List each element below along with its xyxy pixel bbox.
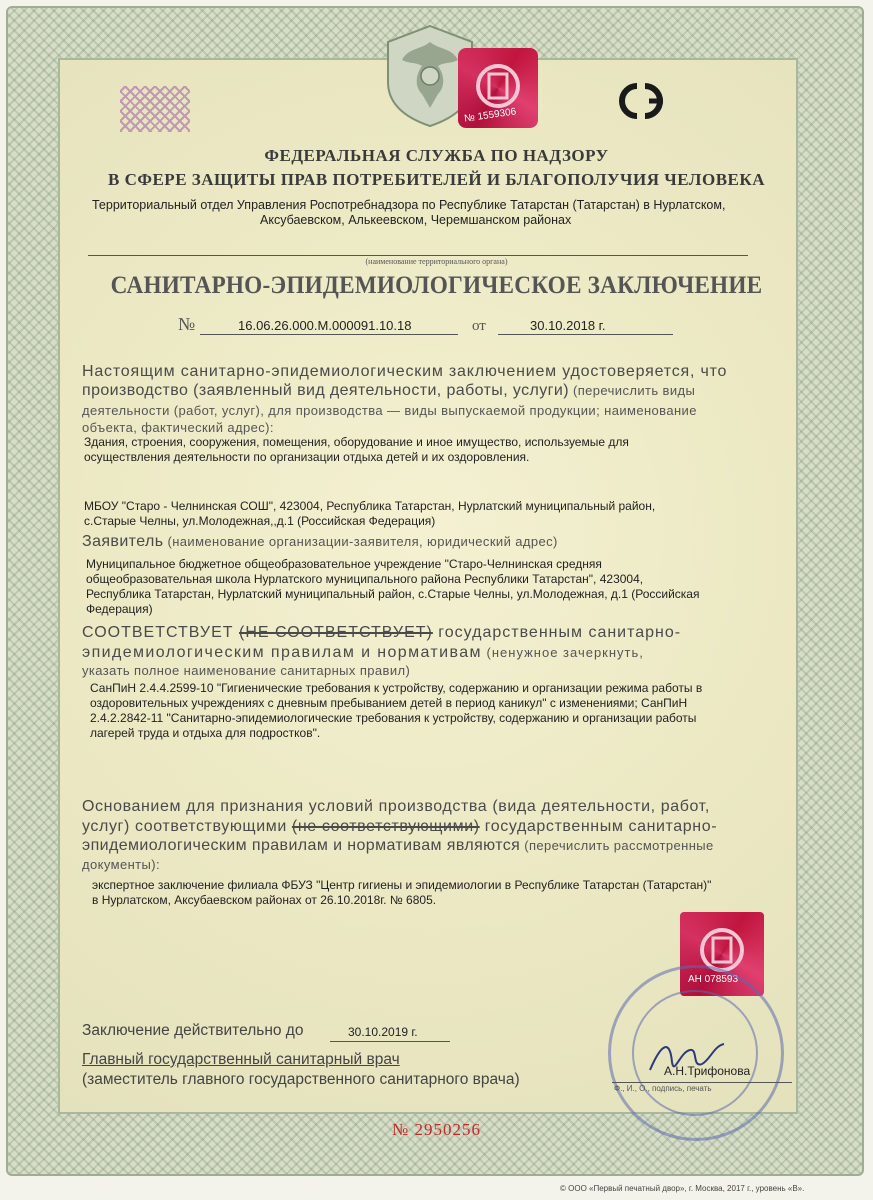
organ-underline [88,255,748,256]
signatory-position-alt: (заместитель главного государственного санитарного врача) [82,1071,520,1088]
organ-caption: (наименование территориального органа) [365,257,508,266]
rules-line4: лагерей труда и отдыха для подростков". [90,726,321,740]
activity-line2: осуществления деятельности по организации отдыха детей и их оздоровления. [84,450,530,464]
se-mark [605,80,677,122]
intro-line2-note: (перечислить виды [568,383,696,398]
signatory-caption: Ф., И., О., подпись, печать [614,1084,712,1093]
rules-line2: оздоровительных учреждениях с дневным пребыванием детей в период каникул" с изменениями; СанПиН [90,696,688,710]
applicant-heading [82,532,558,551]
signatory-position: Главный государственный санитарный врач [82,1051,400,1068]
basis-doc-line1: экспертное заключение филиала ФБУЗ "Центр гигиены и эпидемиологии в Республике Татарстан (Татарстан)" [92,878,712,892]
conclusion-date: 30.10.2018 г. [530,318,606,333]
number-prefix: № [178,314,196,334]
basis-line3 [82,836,714,855]
hologram-code-bottom: АН 078593 [688,974,739,985]
document-title: САНИТАРНО-ЭПИДЕМИОЛОГИЧЕСКОЕ ЗАКЛЮЧЕНИЕ [110,272,763,299]
not-complies-word: (НЕ СООТВЕТСТВУЕТ) [238,624,433,641]
ornament-pattern [120,86,190,132]
applicant-line4: Федерация) [86,602,153,616]
applicant-line1: Муниципальное бюджетное общеобразовательное учреждение "Старо-Челнинская средняя [86,557,602,571]
compliance-line2-main: эпидемиологическим правилам и нормативам [82,644,482,661]
agency-title-line2: В СФЕРЕ ЗАЩИТЫ ПРАВ ПОТРЕБИТЕЛЕЙ И БЛАГОПОЛУЧИЯ ЧЕЛОВЕКА [108,170,765,189]
basis-line2 [82,817,717,836]
hologram-sticker-top [458,48,538,128]
applicant-line3: Республика Татарстан, Нурлатский муниципальный район, с.Старые Челны, ул.Молодежная, д.1 (Российская [86,587,700,601]
basis-line2-a: услуг) соответствующими [82,818,292,835]
basis-line2-struck: (не соответствующими) [291,818,480,835]
intro-line2-main: производство (заявленный вид деятельности, работы, услуги) [82,382,569,399]
date-prefix: от [472,318,486,334]
printer-footer: © ООО «Первый печатный двор», г. Москва, 2017 г., уровень «В». [560,1184,805,1193]
signatory-underline [612,1082,792,1083]
territorial-organ-line1: Территориальный отдел Управления Роспотребнадзора по Республике Татарстан (Татарстан) в Нурлатском, [92,198,726,212]
object-line1: МБОУ "Старо - Челнинская СОШ", 423004, Республика Татарстан, Нурлатский муниципальный район, [84,499,656,513]
basis-doc-line2: в Нурлатском, Аксубаевском районах от 26.10.2018г. № 6805. [92,893,437,907]
rules-line3: 2.4.2.2842-11 "Санитарно-эпидемиологические требования к устройству, содержанию и организации работы [90,711,697,725]
compliance-rest: государственным санитарно- [432,624,682,641]
intro-line4: объекта, фактический адрес): [82,420,274,435]
intro-line2 [82,381,695,400]
hologram-code-top: № 1559306 [463,106,517,125]
intro-line3: деятельности (работ, услуг), для производства — виды выпускаемой продукции; наименование [82,403,697,418]
number-underline [200,334,458,335]
conclusion-number: 16.06.26.000.М.000091.10.18 [238,318,412,333]
basis-line3-note: (перечислить рассмотренные [520,838,714,853]
object-line2: с.Старые Челны, ул.Молодежная,,д.1 (Российская Федерация) [84,514,436,528]
basis-line4: документы): [82,857,160,872]
intro-line1: Настоящим санитарно-эпидемиологическим заключением удостоверяется, что [82,363,728,380]
basis-line2-b: государственным санитарно- [479,818,718,835]
activity-line1: Здания, строения, сооружения, помещения, оборудование и иное имущество, используемые для [84,435,629,449]
basis-line1: Основанием для признания условий производства (вида деятельности, работ, [82,798,710,815]
compliance-line2 [82,643,644,662]
validity-date: 30.10.2019 г. [348,1025,418,1039]
signatory-name: А.Н.Трифонова [664,1064,751,1078]
applicant-label: Заявитель [82,533,164,550]
territorial-organ-line2: Аксубаевском, Алькеевском, Черемшанском районах [260,213,572,227]
validity-label: Заключение действительно до [82,1022,304,1039]
rules-line1: СанПиН 2.4.4.2599-10 "Гигиенические требования к устройству, содержанию и организации режима работы в [90,681,703,695]
complies-word: СООТВЕТСТВУЕТ [82,624,234,641]
applicant-line2: общеобразовательная школа Нурлатского муниципального района Республики Татарстан", 423004, [86,572,644,586]
compliance-line1 [82,623,681,642]
basis-line3-main: эпидемиологическим правилам и нормативам являются [82,837,521,854]
agency-title-line1: ФЕДЕРАЛЬНАЯ СЛУЖБА ПО НАДЗОРУ [264,146,609,165]
blank-serial-number: № 2950256 [392,1120,481,1139]
compliance-line3: указать полное наименование санитарных правил) [82,663,411,678]
date-underline [498,334,673,335]
compliance-line2-note: (ненужное зачеркнуть, [481,645,644,660]
applicant-caption: (наименование организации-заявителя, юридический адрес) [163,534,558,549]
validity-underline [330,1041,450,1042]
